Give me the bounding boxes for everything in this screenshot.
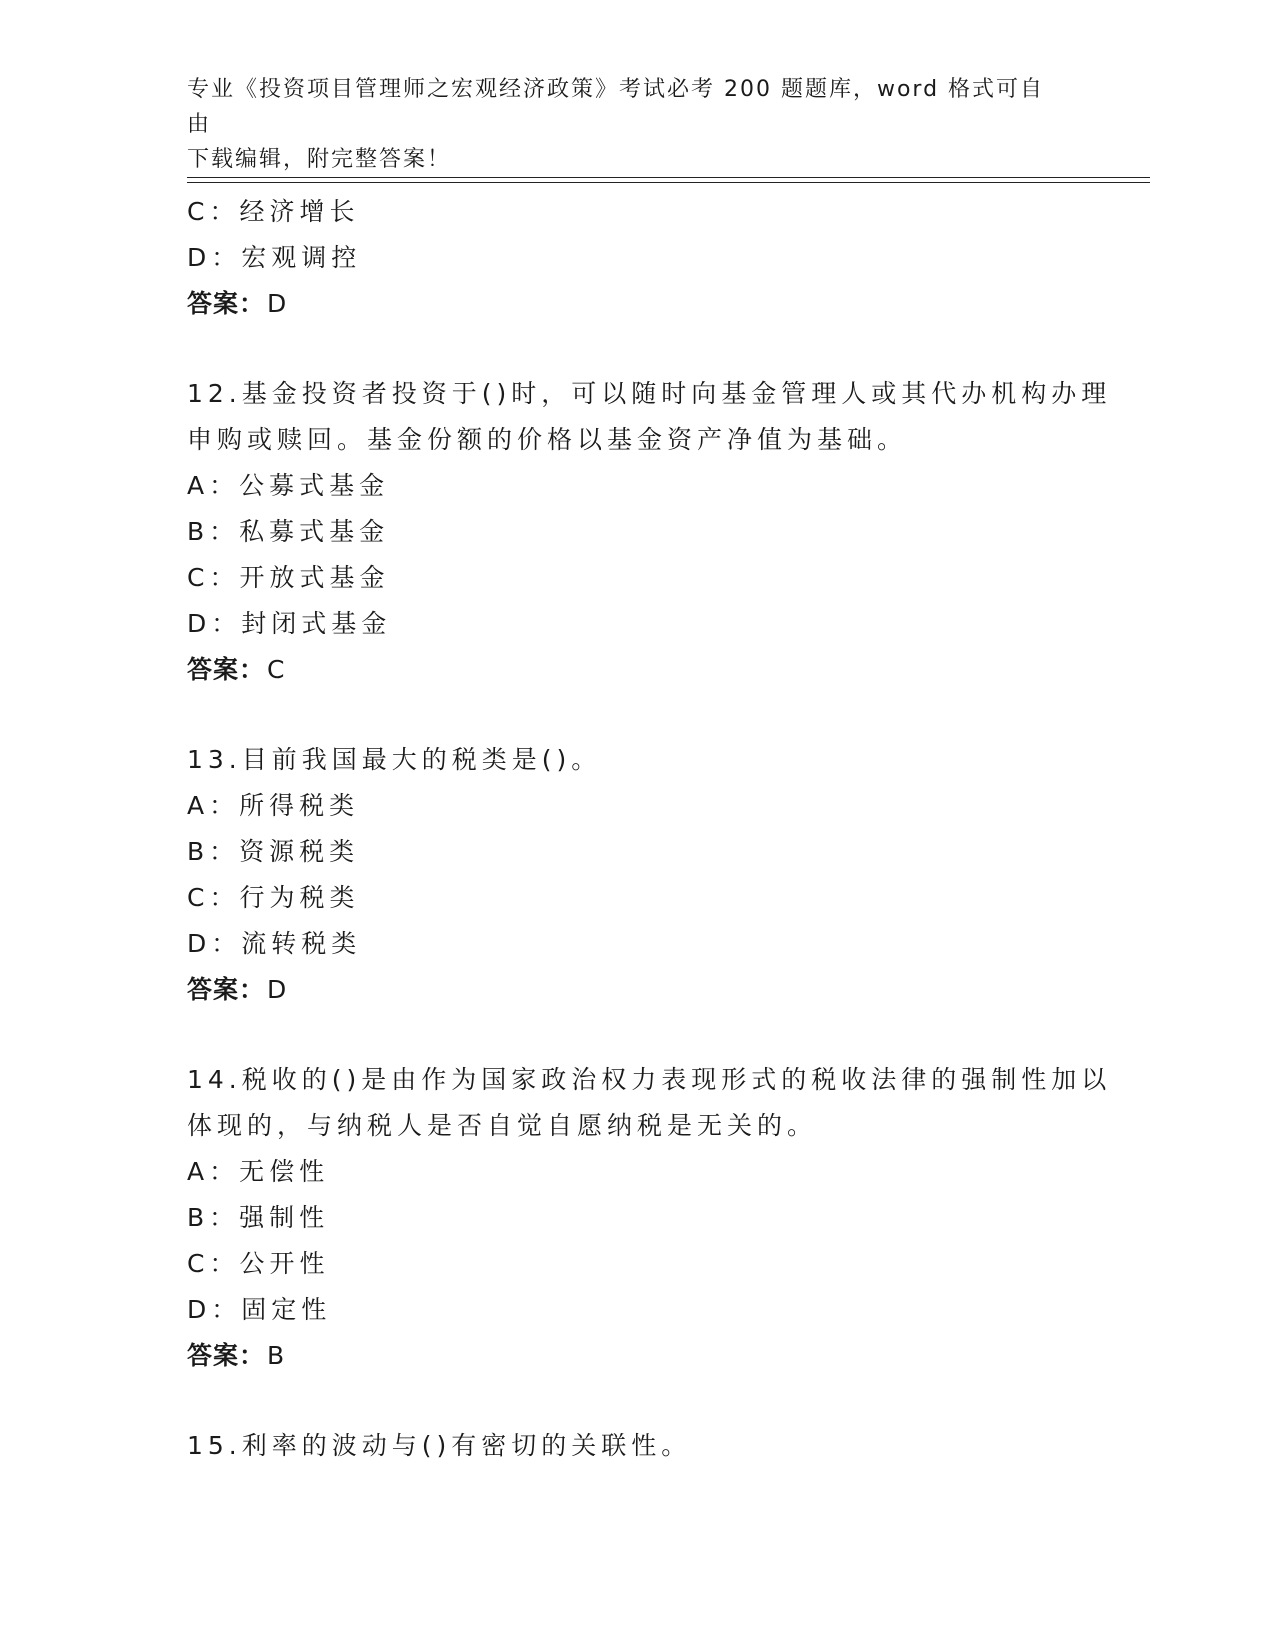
option-key: D — [187, 243, 212, 272]
option-key: B — [187, 837, 210, 866]
option-c: C：行为税类 — [187, 883, 360, 912]
answer-line — [187, 1333, 1087, 1379]
option-key: D — [187, 609, 212, 638]
option-c: C：经济增长 — [187, 197, 360, 226]
option-b: B：私募式基金 — [187, 517, 390, 546]
option-text: 强制性 — [239, 1203, 330, 1232]
option-text: 经济增长 — [239, 197, 360, 226]
document-header — [187, 72, 1067, 177]
answer-label: 答案： — [187, 289, 266, 318]
option-text: 固定性 — [241, 1295, 332, 1324]
option-b: B：强制性 — [187, 1203, 330, 1232]
answer-value: D — [267, 289, 288, 318]
answer-value: D — [267, 975, 288, 1004]
question-stem: 14.税收的()是由作为国家政治权力表现形式的税收法律的强制性加以 — [187, 1065, 1112, 1094]
question-13 — [187, 737, 1087, 1013]
option-a: A：公募式基金 — [187, 471, 390, 500]
option-c: C：公开性 — [187, 1249, 330, 1278]
option-d: D：宏观调控 — [187, 243, 362, 272]
question-stem: 12.基金投资者投资于()时，可以随时向基金管理人或其代办机构办理 — [187, 379, 1112, 408]
option-key: B — [187, 517, 210, 546]
answer-value: C — [267, 655, 286, 684]
option-text: 封闭式基金 — [241, 609, 392, 638]
header-line-2: 下载编辑，附完整答案！ — [187, 147, 452, 172]
option-d: D：流转税类 — [187, 929, 362, 958]
option-key: A — [187, 471, 210, 500]
option-text: 流转税类 — [241, 929, 362, 958]
option-key: A — [187, 791, 210, 820]
answer-label: 答案： — [187, 655, 266, 684]
header-rule-top — [187, 177, 1150, 178]
option-text: 所得税类 — [239, 791, 360, 820]
option-text: 资源税类 — [239, 837, 360, 866]
answer-line — [187, 647, 1087, 693]
question-15 — [187, 1423, 1087, 1469]
option-text: 无偿性 — [239, 1157, 330, 1186]
option-key: C — [187, 563, 210, 592]
question-stem: 申购或赎回。基金份额的价格以基金资产净值为基础。 — [187, 425, 908, 454]
option-key: D — [187, 1295, 212, 1324]
option-key: B — [187, 1203, 210, 1232]
document-body — [187, 189, 1112, 1469]
option-key: C — [187, 197, 210, 226]
question-stem: 15.利率的波动与()有密切的关联性。 — [187, 1431, 692, 1460]
option-key: D — [187, 929, 212, 958]
option-text: 公开性 — [239, 1249, 330, 1278]
answer-label: 答案： — [187, 975, 266, 1004]
answer-line — [187, 281, 1087, 327]
question-stem: 13.目前我国最大的税类是()。 — [187, 745, 602, 774]
answer-label: 答案： — [187, 1341, 266, 1370]
option-a: A：无偿性 — [187, 1157, 330, 1186]
option-d: D：固定性 — [187, 1295, 332, 1324]
option-text: 开放式基金 — [239, 563, 390, 592]
option-text: 行为税类 — [239, 883, 360, 912]
option-text: 公募式基金 — [239, 471, 390, 500]
option-c: C：开放式基金 — [187, 563, 390, 592]
option-a: A：所得税类 — [187, 791, 360, 820]
option-key: C — [187, 883, 210, 912]
option-key: A — [187, 1157, 210, 1186]
option-text: 宏观调控 — [241, 243, 362, 272]
answer-line — [187, 967, 1087, 1013]
header-line-1: 专业《投资项目管理师之宏观经济政策》考试必考 200 题题库，word 格式可自由 — [187, 77, 1045, 137]
option-key: C — [187, 1249, 210, 1278]
option-b: B：资源税类 — [187, 837, 360, 866]
option-d: D：封闭式基金 — [187, 609, 392, 638]
question-14 — [187, 1057, 1112, 1379]
answer-value: B — [267, 1341, 286, 1370]
header-rule-bottom — [187, 182, 1150, 183]
question-11-continued — [187, 189, 1087, 327]
question-stem: 体现的，与纳税人是否自觉自愿纳税是无关的。 — [187, 1111, 818, 1140]
question-12 — [187, 371, 1112, 693]
option-text: 私募式基金 — [239, 517, 390, 546]
